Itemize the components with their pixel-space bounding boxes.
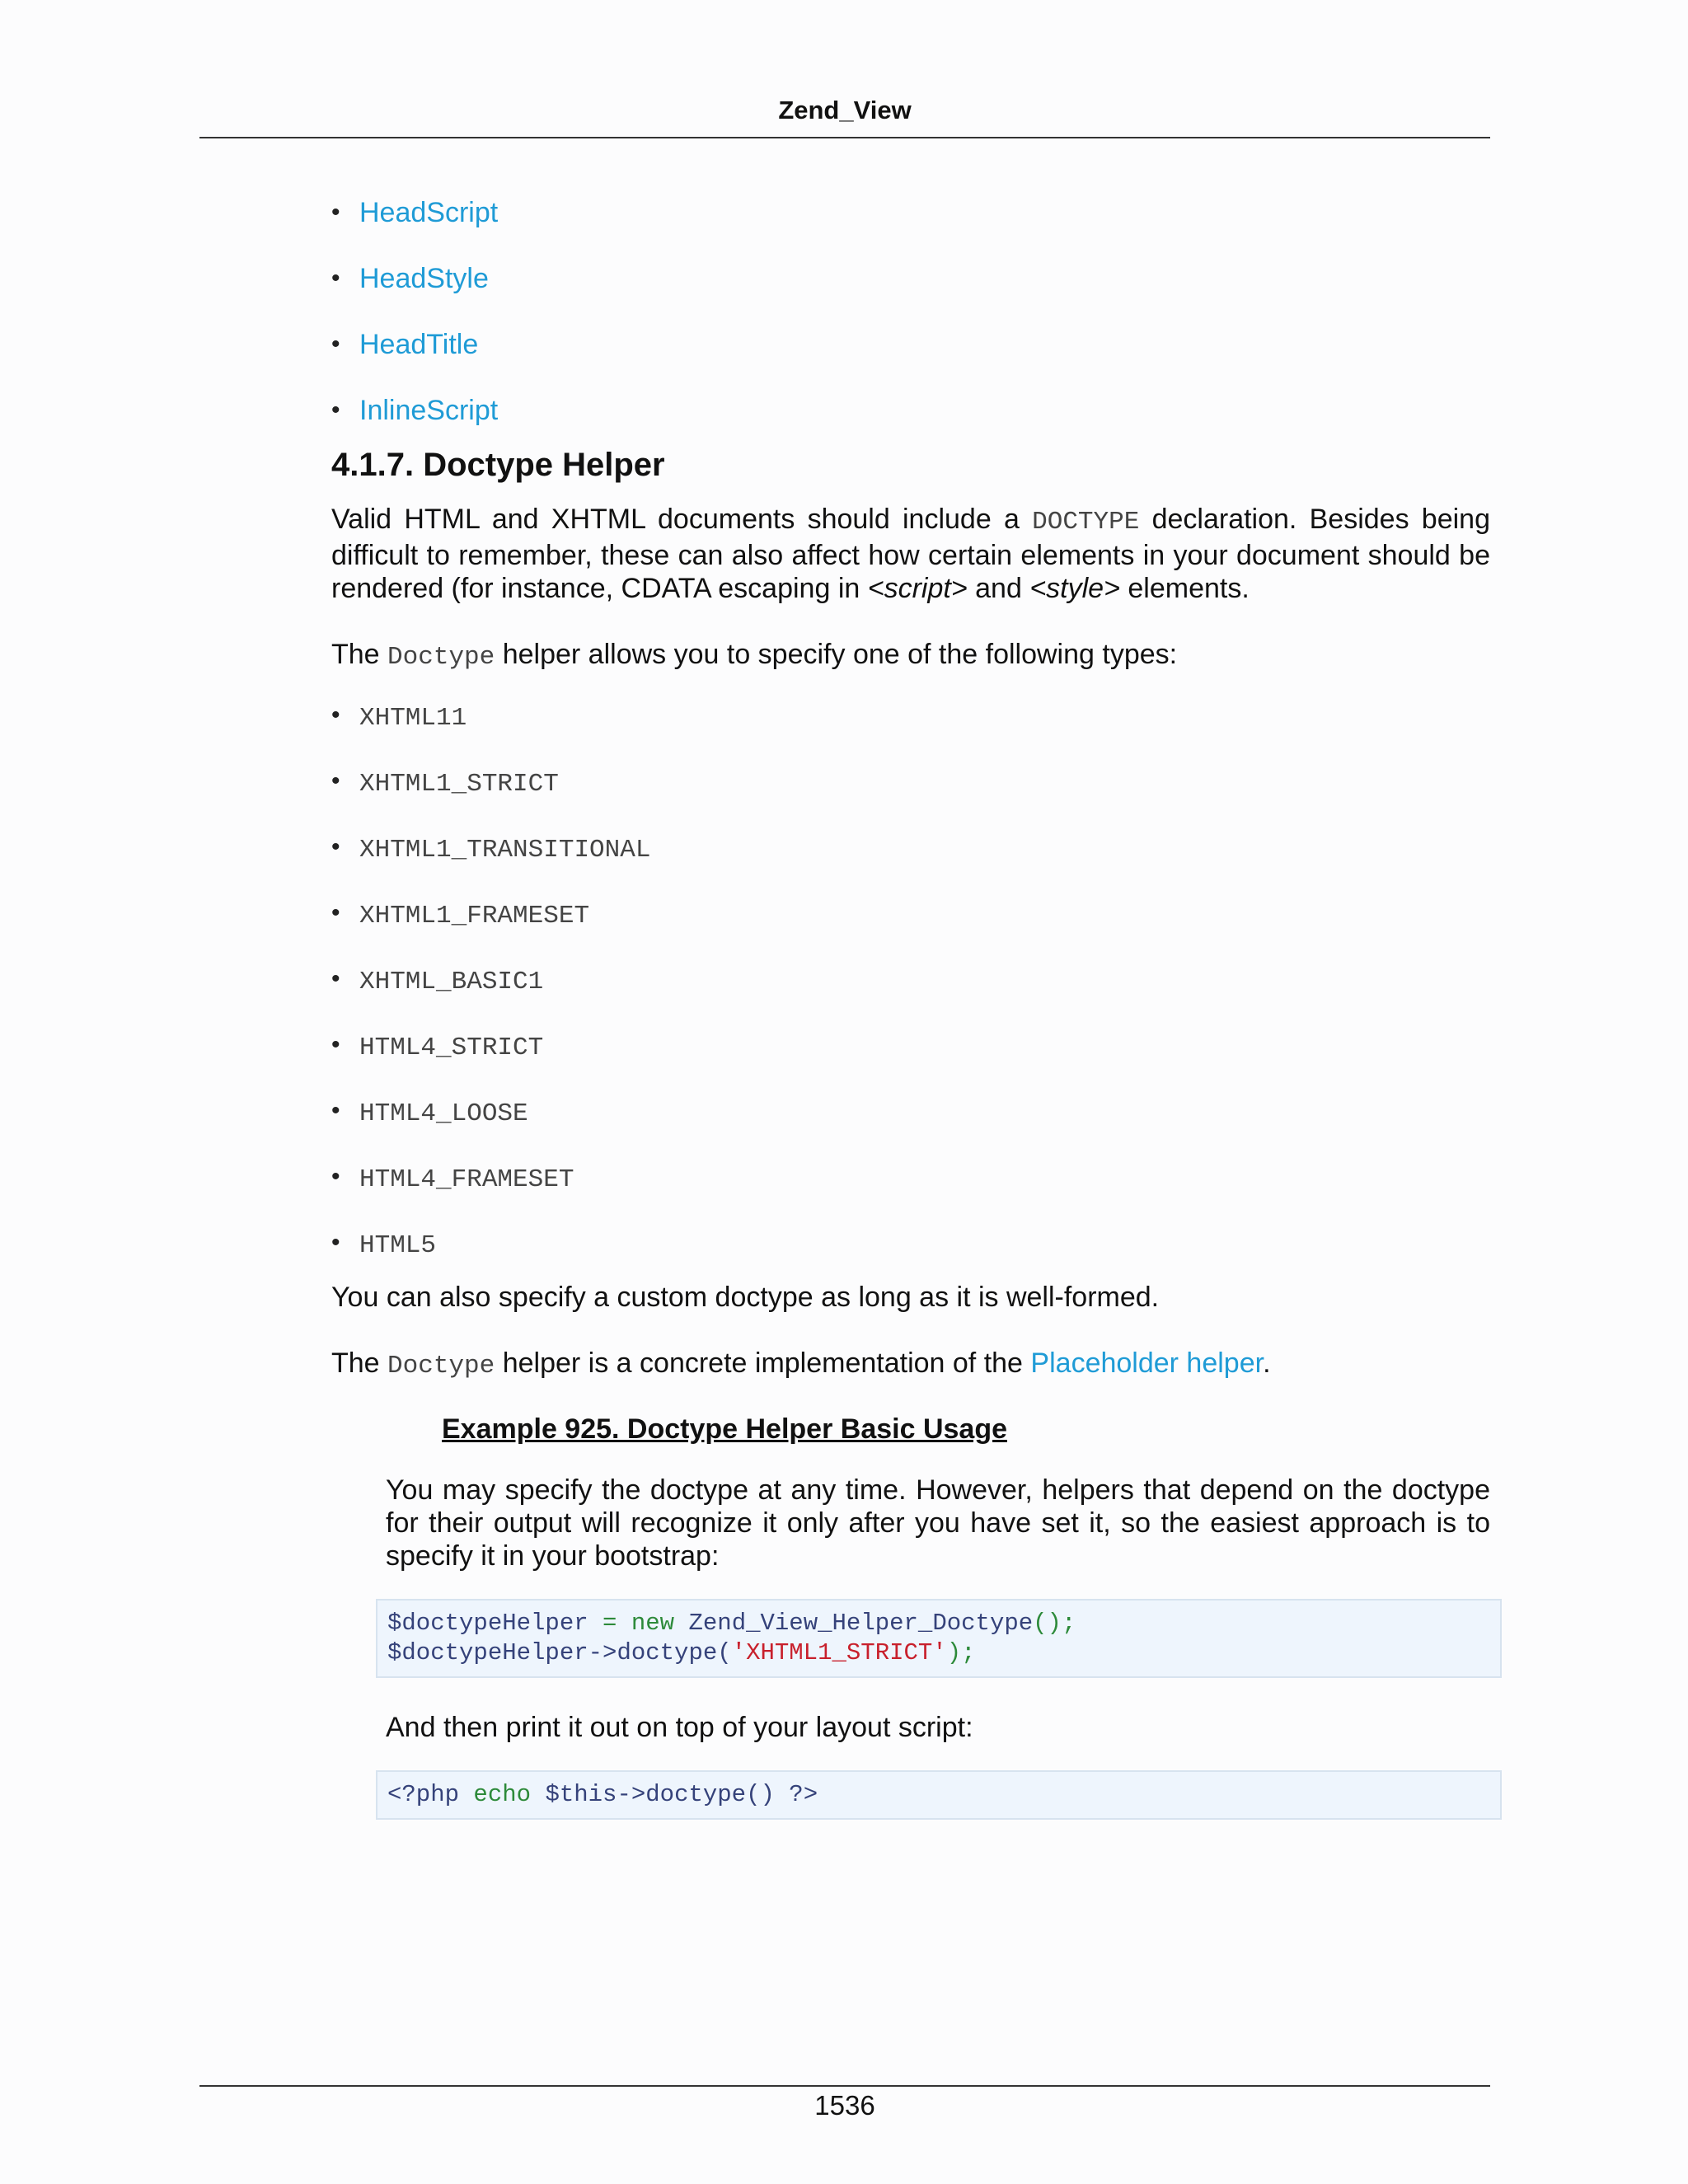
bullet-icon: • xyxy=(331,965,340,992)
code-token: Zend_View_Helper_Doctype xyxy=(674,1610,1034,1637)
bullet-icon: • xyxy=(331,1031,340,1058)
code-block-layout xyxy=(376,1770,1502,1820)
bullet-icon: • xyxy=(331,701,340,729)
text: Valid HTML and XHTML documents should include a xyxy=(331,504,1033,535)
placeholder-helper-link[interactable]: Placeholder helper xyxy=(1030,1347,1264,1379)
code-block-bootstrap xyxy=(376,1599,1502,1678)
example-body xyxy=(386,1474,1490,1820)
link-headtitle[interactable]: HeadTitle xyxy=(359,329,479,360)
code-token: $this->doctype() ?> xyxy=(531,1781,818,1808)
link-inlinescript[interactable]: InlineScript xyxy=(359,395,499,426)
page-content xyxy=(331,191,1490,1853)
section-heading: 4.1.7. Doctype Helper xyxy=(331,447,665,483)
example-title: Example 925. Doctype Helper Basic Usage xyxy=(442,1413,1007,1445)
list-item xyxy=(331,1155,1490,1221)
inline-code: Doctype xyxy=(387,1352,495,1380)
running-header: Zend_View xyxy=(778,96,912,124)
list-item xyxy=(331,1221,1490,1287)
example-intro: You may specify the doctype at any time. However, helpers that depend on the doctype for their output will recognize it only after you have set it, so the easiest approach is to specify it in your bootstrap: xyxy=(386,1474,1490,1572)
bullet-icon: • xyxy=(331,396,340,424)
bullet-icon: • xyxy=(331,899,340,926)
doctype-name: HTML4_LOOSE xyxy=(359,1099,528,1128)
bullet-icon: • xyxy=(331,1163,340,1190)
inline-code: Doctype xyxy=(387,643,495,672)
doctype-name: HTML5 xyxy=(359,1231,437,1260)
code-token: (); xyxy=(1033,1610,1076,1637)
code-token: $doctypeHelper xyxy=(387,1610,588,1637)
text: The xyxy=(331,639,388,670)
bullet-icon: • xyxy=(331,833,340,860)
doctype-name: XHTML1_STRICT xyxy=(359,770,559,799)
text: The xyxy=(331,1347,388,1379)
doctype-name: XHTML1_TRANSITIONAL xyxy=(359,836,651,865)
text: helper allows you to specify one of the following types: xyxy=(495,639,1178,670)
code-token: ); xyxy=(946,1639,976,1666)
doctype-name: XHTML11 xyxy=(359,704,467,733)
list-item xyxy=(331,323,1490,389)
code-token: echo xyxy=(473,1781,532,1808)
doctype-name: XHTML_BASIC1 xyxy=(359,968,544,996)
bullet-icon: • xyxy=(331,767,340,794)
list-item xyxy=(331,760,1490,826)
placeholder-paragraph xyxy=(331,1347,1490,1383)
example-outro: And then print it out on top of your layout script: xyxy=(386,1712,973,1743)
bullet-icon: • xyxy=(331,330,340,358)
custom-doctype-paragraph: You can also specify a custom doctype as long as it is well-formed. xyxy=(331,1282,1160,1313)
list-item xyxy=(331,892,1490,958)
list-item xyxy=(331,958,1490,1024)
link-headscript[interactable]: HeadScript xyxy=(359,197,499,228)
text: . xyxy=(1263,1347,1271,1379)
bullet-icon: • xyxy=(331,199,340,226)
text: helper is a concrete implementation of the xyxy=(495,1347,1031,1379)
list-item xyxy=(331,1090,1490,1155)
text: and xyxy=(967,573,1030,604)
link-headstyle[interactable]: HeadStyle xyxy=(359,263,489,294)
doctype-name: HTML4_FRAMESET xyxy=(359,1165,574,1194)
list-item xyxy=(331,257,1490,323)
emphasis: <style> xyxy=(1029,573,1120,604)
doctype-name: XHTML1_FRAMESET xyxy=(359,902,590,930)
code-token: $doctypeHelper->doctype( xyxy=(387,1639,732,1666)
list-item xyxy=(331,191,1490,257)
types-intro-paragraph xyxy=(331,638,1490,674)
list-item xyxy=(331,826,1490,892)
code-token: <?php xyxy=(387,1781,474,1808)
code-token: new xyxy=(631,1610,675,1637)
list-item xyxy=(331,1024,1490,1090)
list-item xyxy=(331,694,1490,760)
helper-link-list xyxy=(331,191,1490,442)
page-number: 1536 xyxy=(814,2090,875,2121)
inline-code: DOCTYPE xyxy=(1032,508,1140,537)
text: declaration. Besides being difficult to remember, these can also affect how certain elements in your document should be rendered (for instance, CDATA escaping in xyxy=(331,504,1490,604)
doctype-name: HTML4_STRICT xyxy=(359,1033,544,1062)
bullet-icon: • xyxy=(331,1229,340,1256)
bullet-icon: • xyxy=(331,265,340,292)
text: elements. xyxy=(1119,573,1250,604)
intro-paragraph xyxy=(331,503,1490,605)
list-item xyxy=(331,389,1490,442)
emphasis: <script> xyxy=(867,573,968,604)
code-token: = xyxy=(588,1610,631,1637)
footer-rule xyxy=(199,2085,1490,2087)
bullet-icon: • xyxy=(331,1097,340,1124)
header-rule xyxy=(199,137,1490,138)
code-string: 'XHTML1_STRICT' xyxy=(731,1639,947,1666)
doctype-list xyxy=(331,694,1490,1287)
